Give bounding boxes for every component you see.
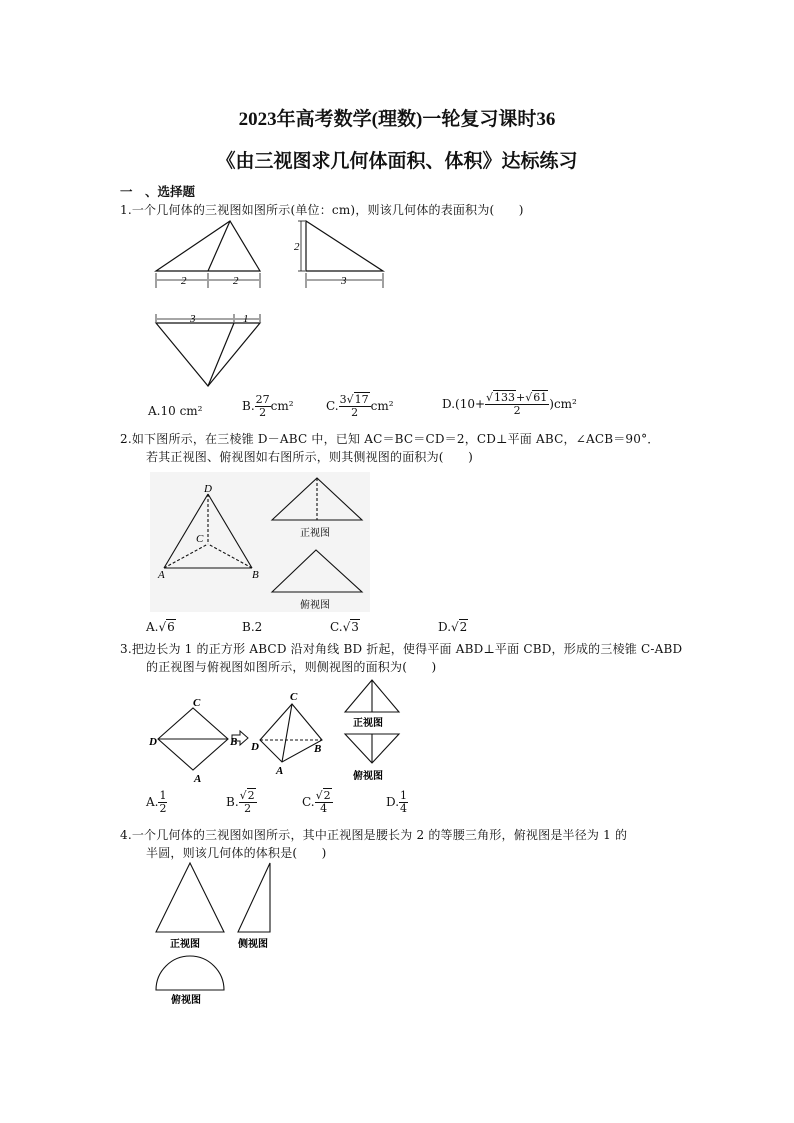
q3-sq-label-b: B bbox=[230, 736, 238, 748]
q2-option-a: A.√6 bbox=[146, 620, 175, 634]
q2-option-d: D.√2 bbox=[438, 620, 468, 634]
q3-sq-label-a: A bbox=[194, 773, 202, 784]
q1-option-a: A.10 cm² bbox=[148, 404, 203, 418]
question-4-stem-line2: 半圆，则该几何体的体积是( ) bbox=[146, 846, 327, 860]
q3-option-a: A. $\frac{1}{2}$ bbox=[146, 789, 167, 815]
q3-fold-label-d: D bbox=[251, 741, 259, 753]
q3-sq-label-d: D bbox=[149, 736, 157, 748]
q4-top-view bbox=[156, 956, 224, 990]
q4-side-view-label: 侧视图 bbox=[238, 939, 268, 950]
q1-three-view-figure bbox=[150, 218, 400, 390]
q3-fold-label-b: B bbox=[314, 743, 322, 755]
q1-option-b: B. $\frac{27}{2}$ cm² bbox=[242, 393, 294, 419]
q2-label-d: D bbox=[204, 483, 212, 495]
question-2-stem-line2: 若其正视图、俯视图如右图所示，则其侧视图的面积为( ) bbox=[146, 450, 473, 464]
q1-dim-front-right: 2 bbox=[233, 275, 239, 287]
question-1-stem: 1.一个几何体的三视图如图所示(单位：cm)，则该几何体的表面积为( ) bbox=[120, 203, 524, 217]
question-3-stem-line2: 的正视图与俯视图如图所示，则侧视图的面积为( ) bbox=[146, 660, 437, 674]
question-4-stem-line1: 4.一个几何体的三视图如图所示，其中正视图是腰长为 2 的等腰三角形，俯视图是半径为 1 的 bbox=[120, 828, 628, 842]
q3-fold-label-a: A bbox=[276, 765, 284, 777]
question-3-stem-line1: 3.把边长为 1 的正方形 ABCD 沿对角线 BD 折起，使得平面 ABD⊥平面 CBD，形成的三棱锥 C-ABD bbox=[120, 642, 683, 656]
q1-front-view bbox=[156, 221, 260, 288]
q1-option-c: C. $\frac{3√17}{2}$ cm² bbox=[326, 393, 394, 419]
q2-label-b: B bbox=[252, 569, 259, 581]
q2-top-view-label: 俯视图 bbox=[300, 600, 330, 611]
q3-sq-label-c: C bbox=[193, 697, 201, 709]
q3-top-view bbox=[345, 734, 399, 763]
q1-dim-front-left: 2 bbox=[181, 275, 187, 287]
doc-title-line2: 《由三视图求几何体面积、体积》达标练习 bbox=[216, 151, 578, 172]
q2-option-b: B.2 bbox=[242, 620, 263, 634]
q4-front-view bbox=[156, 863, 224, 932]
q1-dim-top-right: 1 bbox=[243, 313, 249, 325]
q3-option-b: B. $\frac{√2}{2}$ bbox=[226, 789, 255, 815]
q2-front-view-label: 正视图 bbox=[300, 528, 330, 539]
q2-figure bbox=[150, 472, 370, 612]
q3-front-view bbox=[345, 680, 399, 712]
q2-option-c: C.√3 bbox=[330, 620, 359, 634]
q1-dim-top-left: 3 bbox=[190, 313, 196, 325]
doc-title-line1: 2023年高考数学(理数)一轮复习课时36 bbox=[238, 109, 556, 130]
q2-label-c: C bbox=[196, 533, 204, 545]
q2-label-a: A bbox=[158, 569, 165, 581]
q3-fold-label-c: C bbox=[290, 691, 298, 703]
q3-front-view-label: 正视图 bbox=[353, 718, 383, 729]
q3-figure bbox=[146, 676, 408, 784]
q3-option-d: D. $\frac{1}{4}$ bbox=[386, 789, 408, 815]
q4-figure bbox=[150, 860, 280, 1008]
section-heading: 一 、选择题 bbox=[120, 184, 196, 199]
q3-folded-tetrahedron bbox=[260, 704, 322, 762]
q1-dim-side-height: 2 bbox=[294, 241, 300, 253]
q3-top-view-label: 俯视图 bbox=[353, 771, 383, 782]
q1-dim-side-width: 3 bbox=[341, 275, 347, 287]
q3-option-c: C. $\frac{√2}{4}$ bbox=[302, 789, 331, 815]
q4-side-view bbox=[238, 863, 270, 932]
q1-option-d: D.(10+ $\frac{√133+√61}{2}$ )cm² bbox=[442, 391, 577, 417]
question-2-stem-line1: 2.如下图所示，在三棱锥 D－ABC 中，已知 AC＝BC＝CD＝2，CD⊥平面 ABC，∠ACB＝90°． bbox=[120, 432, 660, 446]
q4-top-view-label: 俯视图 bbox=[171, 995, 201, 1006]
q3-square bbox=[158, 708, 228, 770]
q4-front-view-label: 正视图 bbox=[170, 939, 200, 950]
